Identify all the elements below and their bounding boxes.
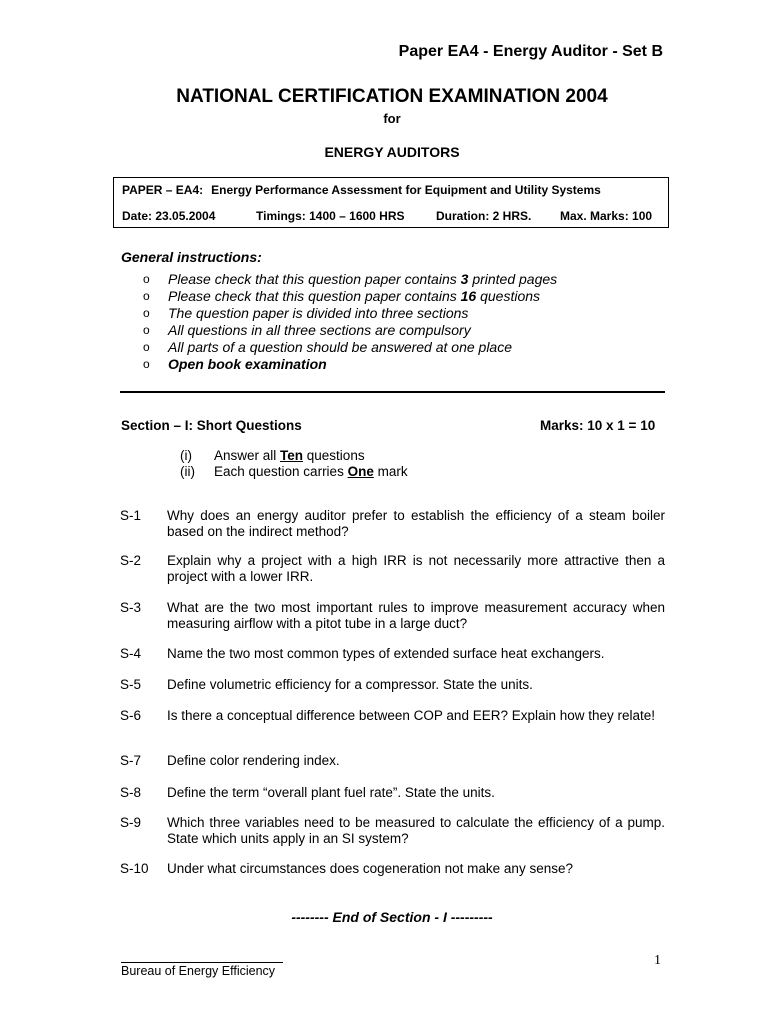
- bullet-icon: o: [143, 289, 150, 303]
- bullet-icon: o: [143, 323, 150, 337]
- bullet-icon: o: [143, 340, 150, 354]
- exam-timings: Timings: 1400 – 1600 HRS: [256, 209, 405, 223]
- question-number: S-2: [120, 553, 142, 568]
- question-text: Which three variables need to be measured to calculate the efficiency of a pump. State which units apply in an SI system?: [167, 815, 665, 846]
- question-text: Define the term “overall plant fuel rate”. State the units.: [167, 785, 495, 800]
- bullet-icon: o: [143, 272, 150, 286]
- question-number: S-10: [120, 861, 149, 876]
- question-text: Why does an energy auditor prefer to establish the efficiency of a steam boiler based on the indirect method?: [167, 508, 665, 539]
- audience-label: ENERGY AUDITORS: [324, 144, 460, 160]
- question-number: S-5: [120, 677, 142, 692]
- question-number: S-8: [120, 785, 142, 800]
- question-number: S-9: [120, 815, 142, 830]
- question-text: Under what circumstances does cogeneration not make any sense?: [167, 861, 573, 876]
- bullet-icon: o: [143, 306, 150, 320]
- question-number: S-4: [120, 646, 142, 661]
- section-divider: [120, 391, 665, 393]
- paper-id: Paper EA4 - Energy Auditor - Set B: [398, 43, 663, 60]
- question-text: Name the two most common types of extended surface heat exchangers.: [167, 646, 605, 661]
- max-marks: Max. Marks: 100: [560, 209, 653, 223]
- question-number: S-6: [120, 708, 142, 723]
- exam-date: Date: 23.05.2004: [122, 209, 216, 223]
- page-number: 1: [654, 953, 661, 968]
- general-instructions-heading: General instructions:: [121, 249, 262, 265]
- question-number: S-3: [120, 600, 142, 615]
- paper-title: Energy Performance Assessment for Equipment and Utility Systems: [211, 183, 601, 197]
- section-instruction: (ii) Each question carries One mark: [180, 464, 408, 479]
- exam-duration: Duration: 2 HRS.: [436, 209, 532, 223]
- end-of-section: -------- End of Section - I ---------: [291, 909, 493, 925]
- paper-label: PAPER – EA4:: [122, 183, 204, 197]
- paper-title-line: [122, 183, 601, 197]
- question-text: Define volumetric efficiency for a compressor. State the units.: [167, 677, 533, 692]
- footer-divider: [121, 962, 283, 963]
- for-label: for: [383, 111, 401, 126]
- bullet-icon: o: [143, 357, 150, 371]
- question-text: Is there a conceptual difference between COP and EER? Explain how they relate!: [167, 708, 656, 723]
- section-instruction: (i) Answer all Ten questions: [180, 448, 365, 463]
- question-text: What are the two most important rules to improve measurement accuracy when measuring airflow with a pitot tube in a large duct?: [167, 600, 665, 631]
- section-marks: Marks: 10 x 1 = 10: [540, 418, 656, 433]
- question-number: S-1: [120, 508, 142, 523]
- footer-organization: Bureau of Energy Efficiency: [121, 964, 276, 978]
- section-title: Section – I: Short Questions: [121, 418, 302, 433]
- paper-info-box: [113, 177, 669, 228]
- exam-title: NATIONAL CERTIFICATION EXAMINATION 2004: [176, 86, 608, 107]
- question-number: S-7: [120, 753, 142, 768]
- question-text: Explain why a project with a high IRR is not necessarily more attractive then a project with a lower IRR.: [167, 553, 665, 584]
- question-text: Define color rendering index.: [167, 753, 340, 768]
